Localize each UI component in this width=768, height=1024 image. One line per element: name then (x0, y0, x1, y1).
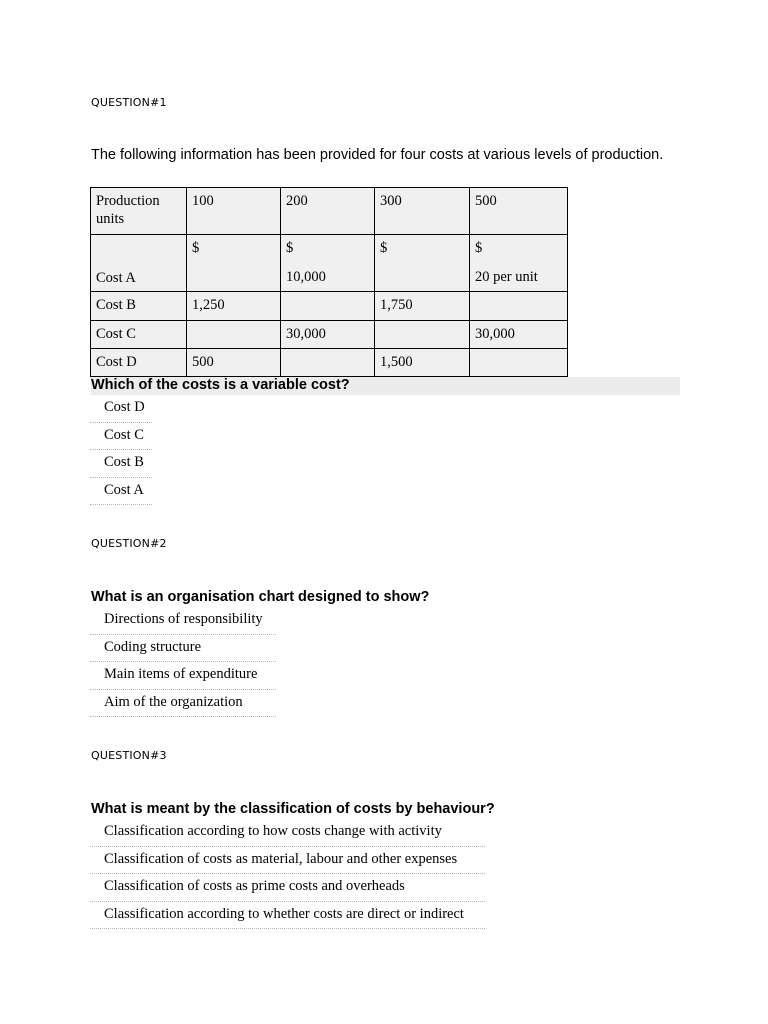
currency-label: $ (192, 240, 200, 256)
table-cell: 500 (187, 349, 281, 377)
answer-option[interactable]: Classification of costs as material, labour and other expenses (90, 847, 485, 875)
answer-option[interactable]: Classification of costs as prime costs and overheads (90, 874, 485, 902)
table-cell (375, 321, 470, 349)
table-cell: Cost B (91, 292, 187, 321)
cost-table (90, 187, 568, 377)
table-cell (470, 349, 568, 377)
table-cell: 500 (470, 188, 568, 235)
question-3-text: What is meant by the classification of costs by behaviour? (91, 801, 495, 817)
question-1-header: QUESTION#1 (91, 96, 167, 109)
table-cell (470, 292, 568, 321)
table-cell (470, 235, 568, 292)
table-header-row (91, 188, 568, 235)
currency-label: $ (380, 240, 388, 256)
table-cell (281, 292, 375, 321)
question-2-options (90, 607, 276, 717)
question-1-options (90, 395, 152, 505)
table-cell (281, 349, 375, 377)
question-1-text: Which of the costs is a variable cost? (91, 377, 680, 395)
table-cell: 30,000 (470, 321, 568, 349)
table-cell: Cost C (91, 321, 187, 349)
table-cell (281, 235, 375, 292)
question-3-header: QUESTION#3 (91, 749, 167, 762)
answer-option[interactable]: Aim of the organization (90, 690, 276, 718)
table-cell: 30,000 (281, 321, 375, 349)
table-cell: 1,750 (375, 292, 470, 321)
currency-label: $ (475, 240, 483, 256)
answer-option[interactable]: Cost D (90, 395, 152, 423)
table-row (91, 235, 568, 292)
table-row (91, 292, 568, 321)
answer-option[interactable]: Main items of expenditure (90, 662, 276, 690)
table-row (91, 321, 568, 349)
question-1-intro: The following information has been provided for four costs at various levels of production. (91, 147, 664, 163)
table-cell: 200 (281, 188, 375, 235)
row-label: Cost A (96, 270, 136, 286)
table-cell: 1,500 (375, 349, 470, 377)
table-cell (91, 235, 187, 292)
answer-option[interactable]: Directions of responsibility (90, 607, 276, 635)
answer-option[interactable]: Coding structure (90, 635, 276, 663)
answer-option[interactable]: Cost B (90, 450, 152, 478)
question-2-header: QUESTION#2 (91, 537, 167, 550)
answer-option[interactable]: Classification according to how costs change with activity (90, 819, 485, 847)
table-cell: Cost D (91, 349, 187, 377)
cell-value: 10,000 (286, 269, 326, 285)
currency-label: $ (286, 240, 294, 256)
table-cell: Production units (91, 188, 187, 235)
table-cell: 100 (187, 188, 281, 235)
table-cell (187, 235, 281, 292)
question-3-options (90, 819, 485, 929)
answer-option[interactable]: Classification according to whether costs are direct or indirect (90, 902, 485, 930)
table-cell: 300 (375, 188, 470, 235)
answer-option[interactable]: Cost C (90, 423, 152, 451)
table-cell: 1,250 (187, 292, 281, 321)
table-cell (187, 321, 281, 349)
table-cell (375, 235, 470, 292)
table-row (91, 349, 568, 377)
cell-value: 20 per unit (475, 269, 538, 285)
answer-option[interactable]: Cost A (90, 478, 152, 506)
question-2-text: What is an organisation chart designed to show? (91, 589, 430, 605)
